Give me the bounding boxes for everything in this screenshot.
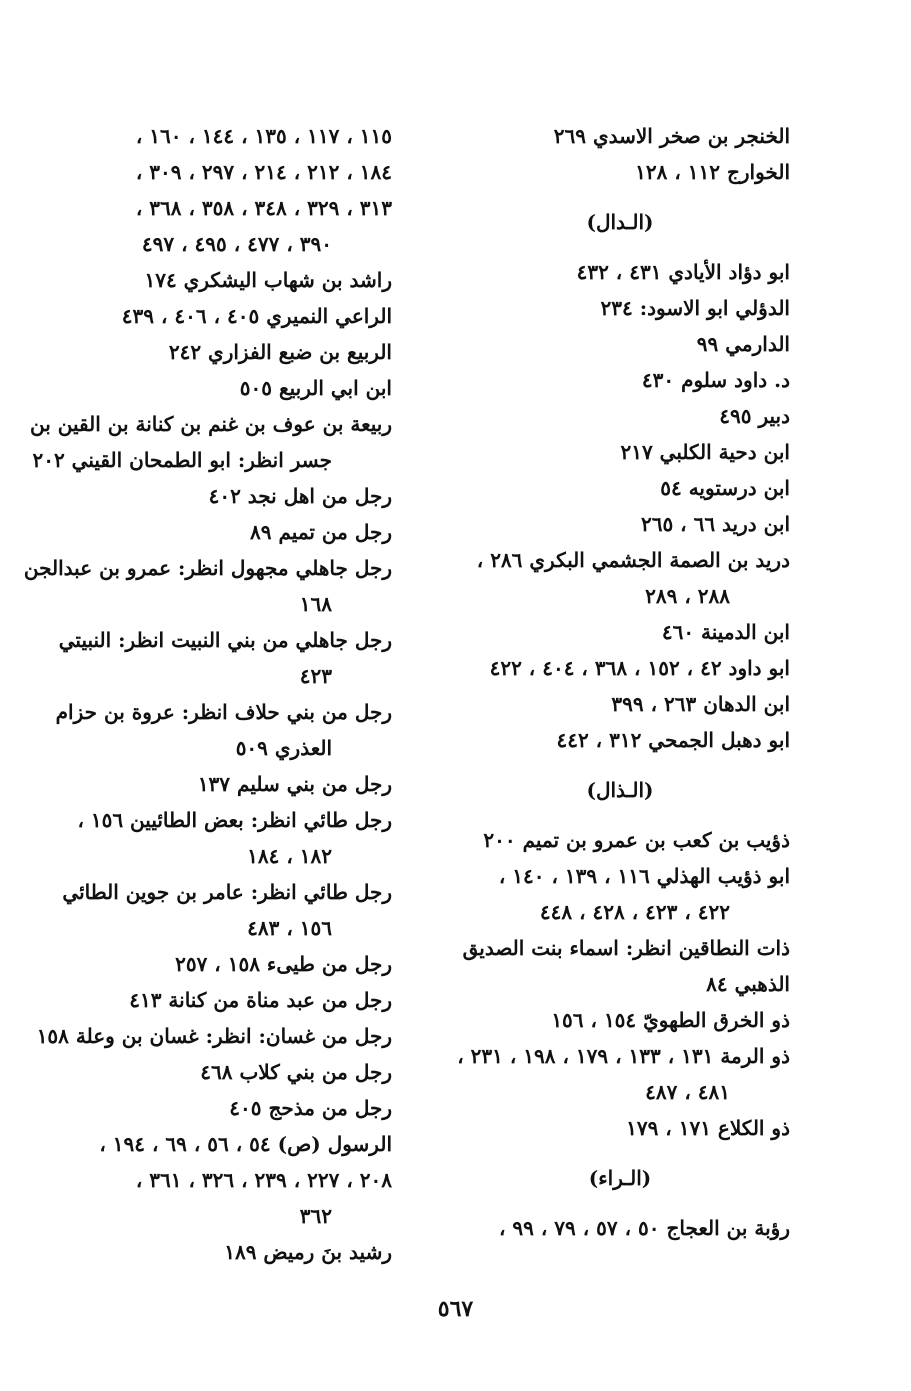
index-entry: راشد بن شهاب اليشكري ١٧٤ bbox=[144, 268, 392, 292]
index-entry: ابن درستويه ٥٤ bbox=[660, 476, 790, 500]
index-entry: الراعي النميري ٤٠٥ ، ٤٠٦ ، ٤٣٩ bbox=[121, 304, 392, 328]
index-entry: الدؤلي ابو الاسود: ٢٣٤ bbox=[600, 296, 790, 320]
index-entry: ابن دريد ٦٦ ، ٢٦٥ bbox=[640, 512, 790, 536]
index-entry: ابن دحية الكلبي ٢١٧ bbox=[620, 440, 790, 464]
index-entry: الربيع بن ضبع الفزاري ٢٤٢ bbox=[168, 340, 392, 364]
index-entry: ابن الدمينة ٤٦٠ bbox=[661, 620, 790, 644]
index-entry-continuation: ٤٨١ ، ٤٨٧ bbox=[645, 1080, 730, 1104]
index-entry: الدارمي ٩٩ bbox=[696, 332, 790, 356]
index-entry: رجل من طيىء ١٥٨ ، ٢٥٧ bbox=[175, 952, 392, 976]
index-entry-continuation: ٢٨٨ ، ٢٨٩ bbox=[645, 584, 730, 608]
index-entry: د. داود سلوم ٤٣٠ bbox=[641, 368, 790, 392]
index-entry: ذو الرمة ١٣١ ، ١٣٣ ، ١٧٩ ، ١٩٨ ، ٢٣١ ، bbox=[457, 1044, 790, 1068]
index-entry: ابو ذؤيب الهذلي ١١٦ ، ١٣٩ ، ١٤٠ ، bbox=[498, 864, 790, 888]
index-entry: دريد بن الصمة الجشمي البكري ٢٨٦ ، bbox=[476, 548, 790, 572]
index-entry: ذو الخرق الطهويّ ١٥٤ ، ١٥٦ bbox=[551, 1008, 790, 1032]
index-entry: رجل من بني سليم ١٣٧ bbox=[197, 772, 392, 796]
index-entry: ابن ابي الربيع ٥٠٥ bbox=[239, 376, 392, 400]
index-entry-continuation: ١٦٨ bbox=[299, 592, 332, 616]
index-entry: رجل من غسان: انظر: غسان بن وعلة ١٥٨ bbox=[36, 1024, 392, 1048]
index-entry: ربيعة بن عوف بن غنم بن كنانة بن القين بن bbox=[29, 412, 392, 436]
index-entry: ذؤيب بن كعب بن عمرو بن تميم ٢٠٠ bbox=[483, 828, 790, 852]
index-entry: ابو دهبل الجمحي ٣١٢ ، ٤٤٢ bbox=[556, 728, 790, 752]
index-entry-continuation: العذري ٥٠٩ bbox=[235, 736, 332, 760]
index-entry: الخوارج ١١٢ ، ١٢٨ bbox=[635, 160, 790, 184]
index-entry: رجل من بني حلاف انظر: عروة بن حزام bbox=[55, 700, 392, 724]
index-entry: رجل من عبد مناة من كنانة ٤١٣ bbox=[129, 988, 392, 1012]
index-column-left bbox=[23, 118, 392, 1270]
section-heading: (الـراء) bbox=[588, 1166, 652, 1190]
index-entry: ذات النطاقين انظر: اسماء بنت الصديق bbox=[462, 936, 790, 960]
index-entry: رجل من مذحج ٤٠٥ bbox=[229, 1096, 392, 1120]
index-entry: الرسول (ص) ٥٤ ، ٥٦ ، ٦٩ ، ١٩٤ ، bbox=[99, 1132, 392, 1156]
page-number: ٥٦٧ bbox=[437, 1296, 474, 1322]
section-heading: (الـدال) bbox=[586, 210, 654, 234]
section-heading: (الـذال) bbox=[586, 778, 654, 802]
index-entry-continuation: ٣٦٢ bbox=[299, 1204, 332, 1228]
index-entry: الخنجر بن صخر الاسدي ٢٦٩ bbox=[553, 124, 790, 148]
index-entry-continuation: ٣٩٠ ، ٤٧٧ ، ٤٩٥ ، ٤٩٧ bbox=[141, 232, 332, 256]
index-entry: ابو دؤاد الأيادي ٤٣١ ، ٤٣٢ bbox=[576, 260, 790, 284]
index-entry: رجل جاهلي مجهول انظر: عمرو بن عبدالجن bbox=[23, 556, 392, 580]
index-entry: رجل من بني كلاب ٤٦٨ bbox=[200, 1060, 392, 1084]
index-entry-continuation: ١٥٦ ، ٤٨٣ bbox=[247, 916, 332, 940]
index-entry: رجل طائي انظر: بعض الطائيين ١٥٦ ، bbox=[77, 808, 392, 832]
index-column-right bbox=[450, 118, 790, 1246]
index-entry: ذو الكلاع ١٧١ ، ١٧٩ bbox=[626, 1116, 790, 1140]
index-entry: رجل من تميم ٨٩ bbox=[250, 520, 392, 544]
index-entry: ابو داود ٤٢ ، ١٥٢ ، ٣٦٨ ، ٤٠٤ ، ٤٢٢ bbox=[489, 656, 790, 680]
index-entry: رجل طائي انظر: عامر بن جوين الطائي bbox=[62, 880, 392, 904]
index-entry-continuation: جسر انظر: ابو الطمحان القيني ٢٠٢ bbox=[32, 448, 332, 472]
index-entry: ١١٥ ، ١١٧ ، ١٣٥ ، ١٤٤ ، ١٦٠ ، bbox=[135, 124, 392, 148]
index-entry: رجل جاهلي من بني النبيت انظر: النبيتي bbox=[58, 628, 392, 652]
index-entry: رجل من اهل نجد ٤٠٢ bbox=[208, 484, 392, 508]
index-entry: رؤبة بن العجاج ٥٠ ، ٥٧ ، ٧٩ ، ٩٩ ، bbox=[498, 1216, 790, 1240]
index-entry: ١٨٤ ، ٢١٢ ، ٢١٤ ، ٢٩٧ ، ٣٠٩ ، bbox=[135, 160, 392, 184]
index-entry: دبير ٤٩٥ bbox=[719, 404, 790, 428]
index-entry: ابن الدهان ٢٦٣ ، ٣٩٩ bbox=[611, 692, 790, 716]
index-entry: ٣١٣ ، ٣٢٩ ، ٣٤٨ ، ٣٥٨ ، ٣٦٨ ، bbox=[135, 196, 392, 220]
index-entry: ٢٠٨ ، ٢٢٧ ، ٢٣٩ ، ٣٢٦ ، ٣٦١ ، bbox=[135, 1168, 392, 1192]
index-entry-continuation: ١٨٢ ، ١٨٤ bbox=[247, 844, 332, 868]
index-entry: رشيد بنَ رميض ١٨٩ bbox=[224, 1240, 392, 1264]
index-entry-continuation: ٤٢٢ ، ٤٢٣ ، ٤٢٨ ، ٤٤٨ bbox=[539, 900, 730, 924]
index-entry: الذهبي ٨٤ bbox=[706, 972, 790, 996]
index-entry-continuation: ٤٢٣ bbox=[299, 664, 332, 688]
